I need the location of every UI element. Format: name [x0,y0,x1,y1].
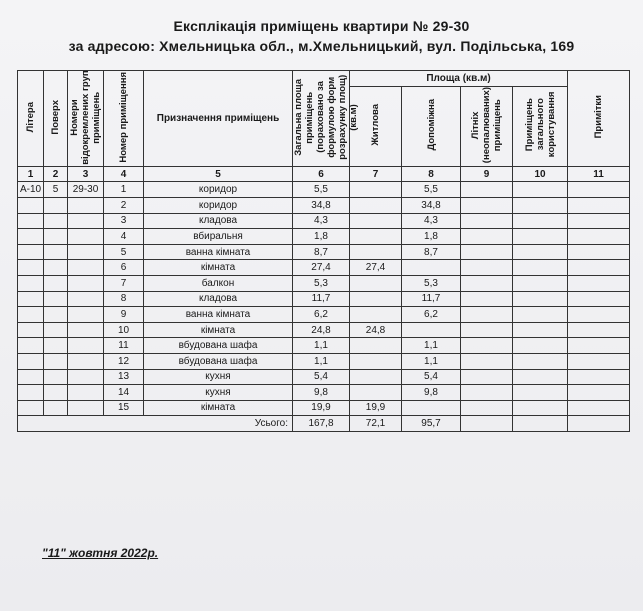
cell-auxiliary: 9,8 [402,385,461,401]
cell-notes [568,260,630,276]
cell-living: 19,9 [350,400,402,416]
cell-group [68,353,104,369]
table-row [18,291,630,307]
cell-liter [18,400,44,416]
cell-group [68,229,104,245]
cell-room-number: 11 [104,338,144,354]
cell-floor [44,338,68,354]
cell-group [68,213,104,229]
cell-summer [461,213,513,229]
cell-room-number: 3 [104,213,144,229]
cell-auxiliary: 1,8 [402,229,461,245]
header-total-area: Загальна площа приміщень (пораховано за формулою форм розрахунку площ)(кв.м) [293,71,350,167]
cell-room-number: 15 [104,400,144,416]
column-number: 9 [461,166,513,182]
cell-living [350,353,402,369]
table-row [18,353,630,369]
cell-purpose: кімната [144,260,293,276]
cell-auxiliary: 5,5 [402,182,461,198]
totals-total-area: 167,8 [293,416,350,432]
cell-notes [568,197,630,213]
cell-auxiliary: 4,3 [402,213,461,229]
cell-group [68,244,104,260]
cell-common-use [513,307,568,323]
cell-total-area: 9,8 [293,385,350,401]
cell-floor [44,291,68,307]
cell-living [350,213,402,229]
cell-common-use [513,353,568,369]
cell-total-area: 6,2 [293,307,350,323]
cell-total-area: 24,8 [293,322,350,338]
cell-floor [44,260,68,276]
cell-auxiliary [402,400,461,416]
cell-total-area: 19,9 [293,400,350,416]
cell-purpose: кладова [144,291,293,307]
cell-liter [18,244,44,260]
cell-room-number: 8 [104,291,144,307]
cell-room-number: 9 [104,307,144,323]
cell-living [350,385,402,401]
explication-table [17,70,630,432]
totals-auxiliary: 95,7 [402,416,461,432]
cell-common-use [513,369,568,385]
cell-liter [18,197,44,213]
cell-total-area: 5,5 [293,182,350,198]
table-row [18,229,630,245]
cell-room-number: 5 [104,244,144,260]
table-row [18,197,630,213]
cell-auxiliary: 34,8 [402,197,461,213]
cell-purpose: коридор [144,197,293,213]
cell-summer [461,291,513,307]
cell-auxiliary: 8,7 [402,244,461,260]
cell-liter [18,229,44,245]
cell-common-use [513,291,568,307]
totals-notes [568,416,630,432]
cell-purpose: вбиральня [144,229,293,245]
header-summer: Літніх (неопалюваних) приміщень [461,86,513,166]
cell-purpose: коридор [144,182,293,198]
cell-auxiliary: 1,1 [402,353,461,369]
cell-notes [568,291,630,307]
cell-living [350,229,402,245]
totals-common-use [513,416,568,432]
cell-liter [18,322,44,338]
column-number: 8 [402,166,461,182]
cell-purpose: кухня [144,385,293,401]
cell-floor [44,275,68,291]
cell-common-use [513,400,568,416]
cell-common-use [513,244,568,260]
column-number: 11 [568,166,630,182]
cell-total-area: 11,7 [293,291,350,307]
column-number-row [18,166,630,182]
cell-total-area: 1,8 [293,229,350,245]
cell-living [350,244,402,260]
cell-living [350,307,402,323]
cell-living: 27,4 [350,260,402,276]
cell-living [350,338,402,354]
cell-floor [44,213,68,229]
cell-auxiliary: 5,4 [402,369,461,385]
cell-summer [461,322,513,338]
cell-common-use [513,275,568,291]
cell-living [350,291,402,307]
cell-living [350,182,402,198]
cell-summer [461,338,513,354]
cell-liter [18,369,44,385]
cell-purpose: кухня [144,369,293,385]
cell-notes [568,213,630,229]
cell-liter [18,385,44,401]
totals-row [18,416,630,432]
cell-summer [461,307,513,323]
cell-purpose: кімната [144,400,293,416]
column-number: 3 [68,166,104,182]
column-number: 4 [104,166,144,182]
cell-floor [44,385,68,401]
cell-group: 29-30 [68,182,104,198]
column-number: 7 [350,166,402,182]
cell-total-area: 34,8 [293,197,350,213]
column-number: 2 [44,166,68,182]
cell-notes [568,244,630,260]
table-row [18,307,630,323]
cell-floor [44,229,68,245]
cell-common-use [513,182,568,198]
cell-purpose: балкон [144,275,293,291]
header-liter: Літера [18,71,44,167]
cell-notes [568,369,630,385]
cell-notes [568,275,630,291]
cell-living [350,197,402,213]
table-body [18,182,630,416]
table-row [18,275,630,291]
cell-room-number: 12 [104,353,144,369]
table-row [18,213,630,229]
column-number: 1 [18,166,44,182]
cell-floor [44,197,68,213]
cell-floor [44,322,68,338]
cell-notes [568,400,630,416]
cell-room-number: 14 [104,385,144,401]
cell-summer [461,385,513,401]
cell-group [68,291,104,307]
cell-auxiliary: 6,2 [402,307,461,323]
cell-floor: 5 [44,182,68,198]
cell-room-number: 6 [104,260,144,276]
cell-liter [18,353,44,369]
cell-room-number: 10 [104,322,144,338]
cell-common-use [513,213,568,229]
cell-room-number: 13 [104,369,144,385]
cell-total-area: 4,3 [293,213,350,229]
cell-summer [461,369,513,385]
cell-room-number: 1 [104,182,144,198]
cell-summer [461,182,513,198]
totals-summer [461,416,513,432]
table-row [18,385,630,401]
cell-group [68,338,104,354]
cell-floor [44,244,68,260]
cell-summer [461,229,513,245]
cell-common-use [513,229,568,245]
header-auxiliary: Допоміжна [402,86,461,166]
cell-auxiliary: 5,3 [402,275,461,291]
cell-notes [568,353,630,369]
cell-group [68,197,104,213]
cell-floor [44,353,68,369]
cell-summer [461,244,513,260]
cell-purpose: кладова [144,213,293,229]
cell-liter [18,213,44,229]
cell-purpose: вбудована шафа [144,353,293,369]
column-number: 5 [144,166,293,182]
cell-total-area: 5,3 [293,275,350,291]
column-number: 10 [513,166,568,182]
document-address: за адресою: Хмельницька обл., м.Хмельницький, вул. Подільська, 169 [68,38,575,54]
cell-notes [568,385,630,401]
cell-group [68,275,104,291]
cell-floor [44,400,68,416]
cell-notes [568,338,630,354]
cell-room-number: 7 [104,275,144,291]
table-row [18,369,630,385]
cell-total-area: 5,4 [293,369,350,385]
cell-summer [461,275,513,291]
cell-total-area: 1,1 [293,338,350,354]
cell-room-number: 2 [104,197,144,213]
totals-living: 72,1 [350,416,402,432]
cell-liter [18,260,44,276]
header-room-number: Номер приміщення [104,71,144,167]
cell-group [68,322,104,338]
table-row [18,400,630,416]
header-living: Житлова [350,86,402,166]
cell-liter [18,291,44,307]
cell-summer [461,260,513,276]
cell-summer [461,400,513,416]
cell-total-area: 27,4 [293,260,350,276]
cell-common-use [513,322,568,338]
column-number: 6 [293,166,350,182]
cell-auxiliary [402,260,461,276]
cell-group [68,400,104,416]
cell-common-use [513,385,568,401]
cell-common-use [513,260,568,276]
cell-liter: А-10 [18,182,44,198]
header-common-use: Приміщень загального користування [513,86,568,166]
cell-summer [461,353,513,369]
cell-group [68,385,104,401]
cell-notes [568,322,630,338]
header-floor: Поверх [44,71,68,167]
cell-total-area: 8,7 [293,244,350,260]
cell-living [350,275,402,291]
cell-auxiliary: 1,1 [402,338,461,354]
table-row [18,322,630,338]
cell-purpose: кімната [144,322,293,338]
cell-summer [461,197,513,213]
cell-purpose: вбудована шафа [144,338,293,354]
document-title: Експлікація приміщень квартири № 29-30 [173,18,470,34]
header-area-group: Площа (кв.м) [350,71,568,87]
cell-notes [568,229,630,245]
cell-auxiliary: 11,7 [402,291,461,307]
cell-living: 24,8 [350,322,402,338]
cell-auxiliary [402,322,461,338]
table-row [18,182,630,198]
cell-group [68,260,104,276]
table-row [18,260,630,276]
cell-purpose: ванна кімната [144,244,293,260]
cell-floor [44,369,68,385]
table-row [18,338,630,354]
cell-liter [18,338,44,354]
cell-liter [18,275,44,291]
header-notes: Примітки [568,71,630,167]
header-group-numbers: Номери відокремлених груп приміщень [68,71,104,167]
cell-group [68,369,104,385]
header-purpose: Призначення приміщень [144,71,293,167]
cell-room-number: 4 [104,229,144,245]
cell-notes [568,307,630,323]
cell-total-area: 1,1 [293,353,350,369]
totals-label: Усього: [18,416,293,432]
cell-purpose: ванна кімната [144,307,293,323]
cell-group [68,307,104,323]
table-row [18,244,630,260]
cell-common-use [513,197,568,213]
cell-living [350,369,402,385]
cell-floor [44,307,68,323]
cell-liter [18,307,44,323]
document-date: "11" жовтня 2022р. [42,546,159,560]
cell-common-use [513,338,568,354]
cell-notes [568,182,630,198]
